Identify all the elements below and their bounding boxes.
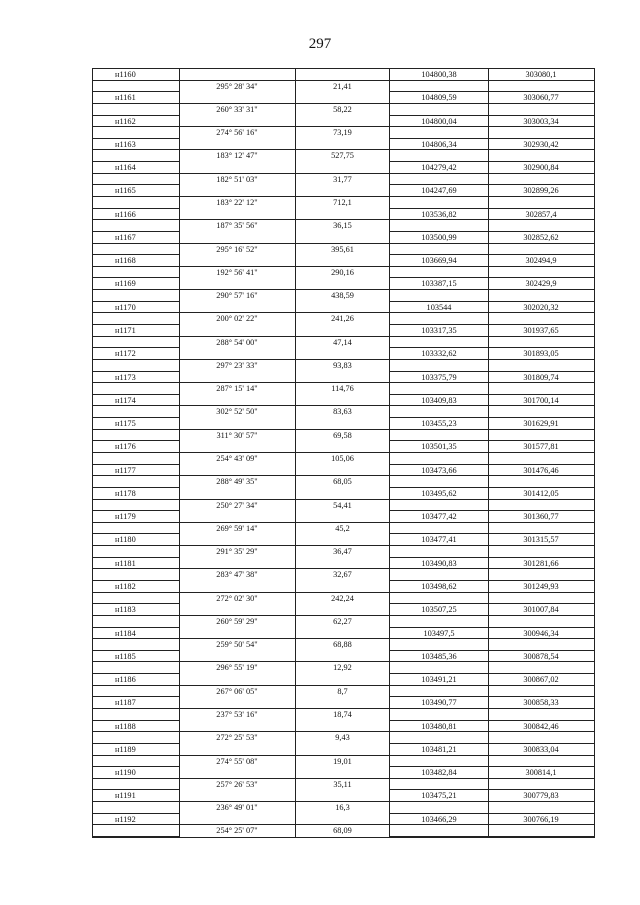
- coord-x: 103477,42: [421, 512, 457, 522]
- table-row-segment: [93, 732, 594, 744]
- table-row-segment: [93, 569, 594, 581]
- coord-x: 103480,81: [421, 721, 457, 731]
- coord-y: 301577,81: [523, 442, 559, 452]
- coord-x: 103473,66: [421, 465, 457, 475]
- table-row-segment: [93, 523, 594, 535]
- point-name: н1187: [115, 698, 136, 708]
- direction-angle: 269° 59' 14": [216, 523, 258, 533]
- coord-x: 103409,83: [421, 395, 457, 405]
- point-name: н1174: [115, 395, 136, 405]
- table-row-point: [93, 185, 594, 197]
- coord-x: 103375,79: [421, 372, 457, 382]
- point-name: н1175: [115, 419, 136, 429]
- distance: 45,2: [335, 523, 350, 533]
- table-row-point: [93, 488, 594, 500]
- coord-y: 301315,57: [523, 535, 559, 545]
- coord-y: 300867,02: [523, 675, 559, 685]
- point-name: н1164: [115, 163, 136, 173]
- point-name: н1177: [115, 465, 136, 475]
- coord-x: 103669,94: [421, 256, 457, 266]
- coord-y: 301281,66: [523, 558, 559, 568]
- coord-x: 103495,62: [421, 488, 457, 498]
- coord-y: 302494,9: [525, 256, 557, 266]
- point-name: н1166: [115, 209, 136, 219]
- point-name: н1176: [115, 442, 136, 452]
- table-row-point: [93, 69, 594, 81]
- table-row-point: [93, 465, 594, 477]
- coord-x: 103332,62: [421, 349, 457, 359]
- coord-x: 103490,77: [421, 698, 457, 708]
- coord-y: 302900,84: [523, 163, 559, 173]
- point-name: н1188: [115, 721, 136, 731]
- direction-angle: 296° 55' 19": [216, 663, 258, 673]
- direction-angle: 272° 25' 53": [216, 733, 258, 743]
- direction-angle: 274° 56' 16": [216, 128, 258, 138]
- table-row-segment: [93, 709, 594, 721]
- table-row-point: [93, 395, 594, 407]
- direction-angle: 260° 59' 29": [216, 616, 258, 626]
- coord-y: 300878,54: [523, 651, 559, 661]
- coord-x: 103482,84: [421, 768, 457, 778]
- table-row-point: [93, 790, 594, 802]
- table-row-segment: [93, 383, 594, 395]
- table-row-segment: [93, 639, 594, 651]
- point-name: н1189: [115, 744, 136, 754]
- direction-angle: 274° 55' 08": [216, 756, 258, 766]
- direction-angle: 182° 51' 03": [216, 174, 258, 184]
- distance: 68,05: [333, 477, 352, 487]
- coord-y: 301937,65: [523, 326, 559, 335]
- direction-angle: 288° 49' 35": [216, 477, 258, 487]
- table-row-point: [93, 372, 594, 384]
- coord-y: 301629,91: [523, 419, 559, 429]
- direction-angle: 260° 33' 31": [216, 104, 258, 114]
- coord-y: 300766,19: [523, 814, 559, 824]
- table-row-point: [93, 558, 594, 570]
- table-row-segment: [93, 476, 594, 488]
- table-row-point: [93, 534, 594, 546]
- table-row-segment: [93, 802, 594, 814]
- table-rows: [93, 69, 594, 837]
- point-name: н1190: [115, 768, 136, 778]
- direction-angle: 311° 30' 57": [216, 430, 258, 440]
- point-name: н1172: [115, 349, 136, 359]
- coord-x: 103498,62: [421, 582, 457, 591]
- table-row-point: [93, 418, 594, 430]
- table-row-point: [93, 721, 594, 733]
- point-name: н1161: [115, 93, 136, 103]
- distance: 527,75: [331, 151, 354, 161]
- coord-y: 302429,9: [525, 279, 557, 289]
- distance: 83,63: [333, 407, 352, 417]
- direction-angle: 254° 43' 09": [216, 454, 258, 463]
- coord-x: 103466,29: [421, 814, 457, 824]
- direction-angle: 287° 15' 14": [216, 384, 258, 394]
- coord-y: 300858,33: [523, 698, 559, 708]
- coord-y: 300842,46: [523, 721, 559, 731]
- coord-y: 301809,74: [523, 372, 559, 382]
- table-row-point: [93, 209, 594, 221]
- table-row-point: [93, 162, 594, 174]
- distance: 395,61: [331, 244, 354, 254]
- table-row-point: [93, 674, 594, 686]
- distance: 31,77: [333, 174, 352, 184]
- table-row-segment: [93, 360, 594, 372]
- coord-x: 104247,69: [421, 186, 457, 196]
- point-name: н1191: [115, 791, 136, 801]
- direction-angle: 200° 02' 22": [216, 314, 258, 324]
- table-row-segment: [93, 174, 594, 186]
- coord-x: 103497,5: [423, 628, 455, 638]
- table-row-segment: [93, 197, 594, 209]
- table-row-segment: [93, 430, 594, 442]
- coord-y: 300946,34: [523, 628, 559, 638]
- distance: 438,59: [331, 291, 354, 301]
- point-name: н1163: [115, 139, 136, 149]
- table-row-segment: [93, 220, 594, 232]
- coord-x: 104800,04: [421, 116, 457, 126]
- point-name: н1179: [115, 512, 136, 522]
- table-row-point: [93, 628, 594, 640]
- table-row-point: [93, 744, 594, 756]
- distance: 68,88: [333, 640, 352, 650]
- distance: 105,06: [331, 454, 354, 463]
- table-row-point: [93, 92, 594, 104]
- distance: 241,26: [331, 314, 354, 324]
- distance: 36,47: [333, 547, 352, 557]
- direction-angle: 272° 02' 30": [216, 593, 258, 603]
- point-name: н1181: [115, 558, 136, 568]
- coord-x: 103485,36: [421, 651, 457, 661]
- coord-x: 104279,42: [421, 163, 457, 173]
- direction-angle: 250° 27' 34": [216, 500, 258, 510]
- coord-x: 103500,99: [421, 232, 457, 242]
- table-row-segment: [93, 290, 594, 302]
- coord-y: 301007,84: [523, 605, 559, 615]
- table-row-segment: [93, 453, 594, 465]
- table-row-point: [93, 814, 594, 826]
- distance: 18,74: [333, 710, 352, 719]
- distance: 21,41: [333, 81, 352, 91]
- page-number: 297: [308, 36, 332, 52]
- coord-y: 302852,62: [523, 232, 559, 242]
- point-name: н1178: [115, 488, 136, 498]
- coord-y: 302857,4: [525, 209, 557, 219]
- coord-x: 104809,59: [421, 93, 457, 103]
- table-row-point: [93, 651, 594, 663]
- coord-y: 302899,26: [523, 186, 559, 196]
- coord-x: 103490,83: [421, 558, 457, 568]
- coord-x: 103317,35: [421, 326, 457, 335]
- distance: 58,22: [333, 104, 352, 114]
- coord-y: 301360,77: [523, 512, 559, 522]
- coord-x: 103501,35: [421, 442, 457, 452]
- distance: 712,1: [333, 198, 352, 207]
- table-row-point: [93, 581, 594, 593]
- distance: 68,09: [333, 826, 352, 836]
- coord-x: 103544: [426, 302, 452, 312]
- coord-y: 303060,77: [523, 93, 559, 103]
- coord-y: 302930,42: [523, 139, 559, 149]
- direction-angle: 288° 54' 00": [216, 337, 258, 347]
- coord-x: 103491,21: [421, 675, 457, 685]
- coord-x: 104806,34: [421, 139, 457, 149]
- point-name: н1186: [115, 675, 136, 685]
- distance: 54,41: [333, 500, 352, 510]
- table-row-point: [93, 348, 594, 360]
- table-row-segment: [93, 546, 594, 558]
- direction-angle: 254° 25' 07": [216, 826, 258, 836]
- distance: 36,15: [333, 221, 352, 231]
- table-row-segment: [93, 244, 594, 256]
- coord-y: 301412,05: [523, 488, 559, 498]
- direction-angle: 187° 35' 56": [216, 221, 258, 231]
- coord-y: 301249,93: [523, 582, 559, 591]
- table-row-segment: [93, 127, 594, 139]
- direction-angle: 267° 06' 05": [216, 686, 258, 696]
- table-row-point: [93, 278, 594, 290]
- direction-angle: 259° 50' 54": [216, 640, 258, 650]
- direction-angle: 291° 35' 29": [216, 547, 258, 557]
- table-row-point: [93, 325, 594, 337]
- coord-y: 303003,34: [523, 116, 559, 126]
- table-row-point: [93, 302, 594, 314]
- direction-angle: 295° 28' 34": [216, 81, 258, 91]
- table-row-segment: [93, 337, 594, 349]
- coord-x: 103387,15: [421, 279, 457, 289]
- coord-x: 103507,25: [421, 605, 457, 615]
- distance: 8,7: [337, 686, 348, 696]
- point-name: н1183: [115, 605, 136, 615]
- table-row-segment: [93, 150, 594, 162]
- distance: 47,14: [333, 337, 352, 347]
- table-row-segment: [93, 500, 594, 512]
- coord-y: 300779,83: [523, 791, 559, 801]
- point-name: н1182: [115, 582, 136, 591]
- point-name: н1180: [115, 535, 136, 545]
- coord-y: 301893,05: [523, 349, 559, 359]
- coordinates-table: [92, 68, 595, 838]
- coord-y: 301700,14: [523, 395, 559, 405]
- distance: 62,27: [333, 616, 352, 626]
- table-row-point: [93, 255, 594, 267]
- table-row-point: [93, 139, 594, 151]
- table-row-segment: [93, 756, 594, 768]
- coord-y: 300833,04: [523, 744, 559, 754]
- point-name: н1162: [115, 116, 136, 126]
- table-row-segment: [93, 662, 594, 674]
- table-row-point: [93, 697, 594, 709]
- table-row-point: [93, 767, 594, 779]
- table-row-segment: [93, 616, 594, 628]
- table-row-point: [93, 604, 594, 616]
- distance: 19,01: [333, 756, 352, 766]
- point-name: н1169: [115, 279, 136, 289]
- distance: 69,58: [333, 430, 352, 440]
- row-rule: [93, 836, 179, 837]
- point-name: н1167: [115, 232, 136, 242]
- row-rule: [389, 836, 594, 837]
- table-row-segment: [93, 825, 594, 837]
- distance: 9,43: [335, 733, 350, 743]
- table-row-segment: [93, 313, 594, 325]
- distance: 290,16: [331, 267, 354, 277]
- point-name: н1185: [115, 651, 136, 661]
- point-name: н1192: [115, 814, 136, 824]
- distance: 114,76: [331, 384, 354, 394]
- point-name: н1184: [115, 628, 136, 638]
- point-name: н1171: [115, 326, 136, 335]
- direction-angle: 283° 47' 38": [216, 570, 258, 580]
- distance: 32,67: [333, 570, 352, 580]
- coord-y: 300814,1: [525, 768, 557, 778]
- direction-angle: 295° 16' 52": [216, 244, 258, 254]
- distance: 16,3: [335, 803, 350, 813]
- coord-y: 302020,32: [523, 302, 559, 312]
- table-row-segment: [93, 779, 594, 791]
- coord-x: 103455,23: [421, 419, 457, 429]
- table-row-segment: [93, 593, 594, 605]
- direction-angle: 192° 56' 41": [216, 267, 258, 277]
- distance: 93,83: [333, 360, 352, 370]
- coord-x: 103481,21: [421, 744, 457, 754]
- direction-angle: 183° 12' 47": [216, 151, 258, 161]
- point-name: н1173: [115, 372, 136, 382]
- direction-angle: 257° 26' 53": [216, 779, 258, 789]
- table-row-point: [93, 441, 594, 453]
- coord-y: 303080,1: [525, 70, 557, 79]
- table-row-segment: [93, 81, 594, 93]
- coord-x: 103475,21: [421, 791, 457, 801]
- direction-angle: 290° 57' 16": [216, 291, 258, 301]
- distance: 242,24: [331, 593, 354, 603]
- point-name: н1160: [115, 70, 136, 79]
- table-row-point: [93, 116, 594, 128]
- direction-angle: 183° 22' 12": [216, 198, 258, 207]
- table-row-point: [93, 511, 594, 523]
- coord-x: 103536,82: [421, 209, 457, 219]
- direction-angle: 236° 49' 01": [216, 803, 258, 813]
- direction-angle: 297° 23' 33": [216, 360, 258, 370]
- direction-angle: 237° 53' 16": [216, 710, 258, 719]
- coord-x: 104800,38: [421, 70, 457, 79]
- point-name: н1165: [115, 186, 136, 196]
- distance: 12,92: [333, 663, 352, 673]
- table-row-point: [93, 232, 594, 244]
- table-row-segment: [93, 104, 594, 116]
- table-row-segment: [93, 267, 594, 279]
- distance: 73,19: [333, 128, 352, 138]
- distance: 35,11: [333, 779, 352, 789]
- table-row-segment: [93, 686, 594, 698]
- point-name: н1170: [115, 302, 136, 312]
- table-row-segment: [93, 406, 594, 418]
- coord-y: 301476,46: [523, 465, 559, 475]
- coord-x: 103477,41: [421, 535, 457, 545]
- direction-angle: 302° 52' 50": [216, 407, 258, 417]
- point-name: н1168: [115, 256, 136, 266]
